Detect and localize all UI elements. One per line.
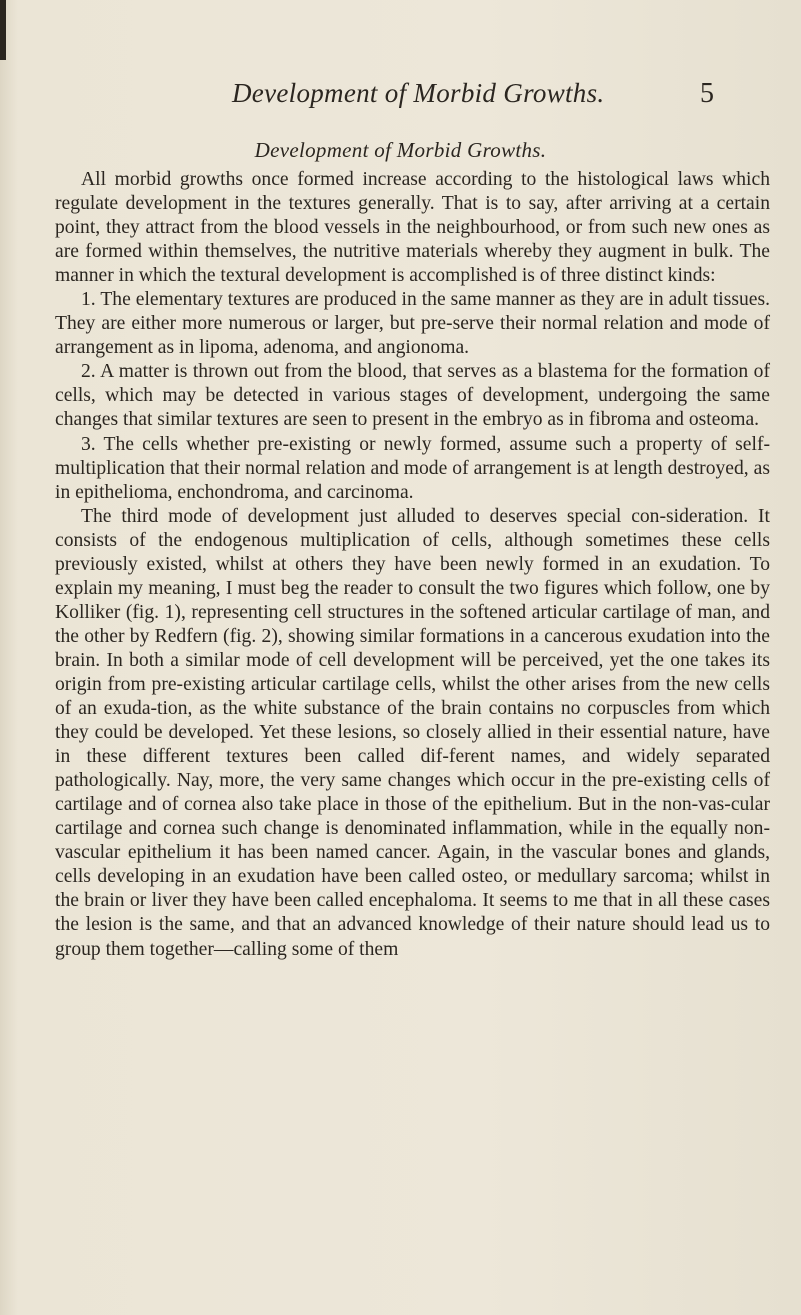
running-title: Development of Morbid Growths. xyxy=(232,78,605,108)
section-title: Development of Morbid Growths. xyxy=(254,138,547,162)
page-edge-shadow xyxy=(0,0,6,60)
paragraph-intro: All morbid growths once formed increase according to the histological laws which regulate development in the textures generally. That is to say, after arriving at a certain point, they attract from the blood vessels in the neighbourhood, or from such new ones as are formed within themselves, the nutritive materials whereby they augment in bulk. The manner in which the textural development is accomplished is of three distinct kinds: xyxy=(55,169,770,287)
body-text xyxy=(55,168,770,962)
running-head xyxy=(232,78,792,109)
paragraph-item-3: 3. The cells whether pre-existing or newly formed, assume such a property of self-multiplication that their normal relation and mode of arrangement is at length destroyed, as in epithelioma, enchondroma, and carcinoma. xyxy=(55,433,770,503)
page-number: 5 xyxy=(700,78,715,109)
paragraph-item-1: 1. The elementary textures are produced in the same manner as they are in adult tissues. They are either more numerous or larger, but pre-serve their normal relation and mode of arrangement as in lipoma, adenoma, and angionoma. xyxy=(55,289,770,359)
paragraph-discussion: The third mode of development just alluded to deserves special con-sideration. It consists of the endogenous multiplication of cells, although sometimes these cells previously existed, whilst at others they have been newly formed in an exudation. To explain my meaning, I must beg the reader to consult the two figures which follow, one by Kolliker (fig. 1), representing cell structures in the softened articular cartilage of man, and the other by Redfern (fig. 2), showing similar formations in a cancerous exudation into the brain. In both a similar mode of cell development will be perceived, yet the one takes its origin from pre-existing articular cartilage cells, whilst the other arises from the new cells of an exuda-tion, as the white substance of the brain contains no corpuscles from which they could be developed. Yet these lesions, so closely allied in their essential nature, have in these different textures been called dif-ferent names, and widely separated pathologically. Nay, more, the very same changes which occur in the pre-existing cells of cartilage and of cornea also take place in those of the epithelium. But in the non-vas-cular cartilage and cornea such change is denominated inflammation, while in the equally non-vascular epithelium it has been named cancer. Again, in the vascular bones and glands, cells developing in an exudation have been called osteo, or medullary sarcoma; whilst in the brain or liver they have been called encephaloma. It seems to me that in all these cases the lesion is the same, and that an advanced knowledge of their nature should lead us to group them together—calling some of them xyxy=(55,505,770,960)
paragraph-item-2: 2. A matter is thrown out from the blood, that serves as a blastema for the formation of cells, which may be detected in various stages of development, undergoing the same changes that similar textures are seen to present in the embryo as in fibroma and osteoma. xyxy=(55,361,770,431)
